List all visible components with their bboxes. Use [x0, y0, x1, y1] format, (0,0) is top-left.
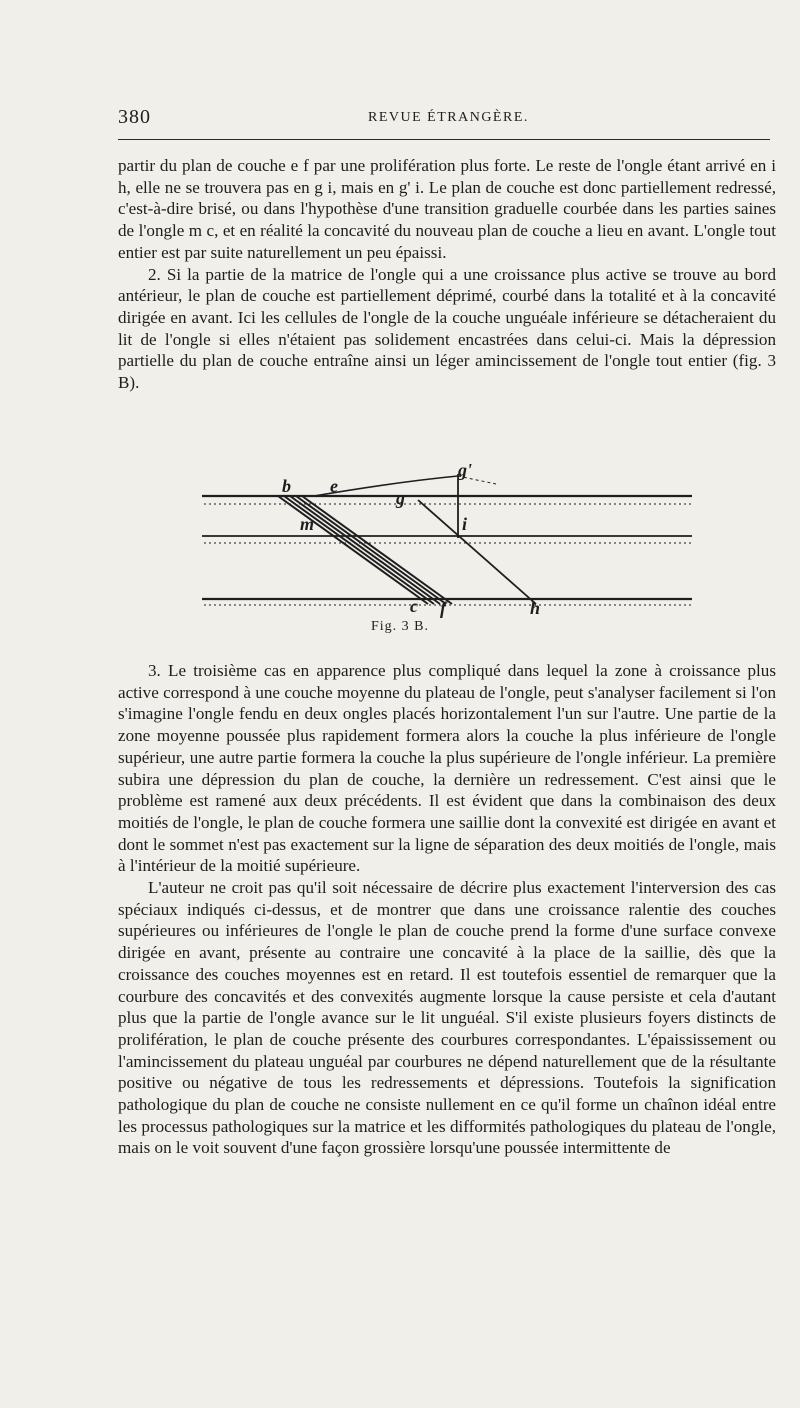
- figure-3b: [196, 454, 700, 624]
- header-rule: [118, 139, 770, 140]
- layer-plane-line: [296, 496, 446, 604]
- figure-label-b: b: [282, 476, 291, 496]
- page-number: 380: [118, 106, 151, 128]
- figure-label-m: m: [300, 514, 315, 534]
- figure-caption: Fig. 3 B.: [370, 619, 429, 634]
- paragraph: L'auteur ne croit pas qu'il soit nécessaire de décrire plus exactement l'interversion des cas spéciaux indiqués ci-dessus, et de montrer que dans une croissance ralentie des couches supérieures ou inférieures de l'ongle le plan de couche prend la forme d'une surface convexe dirigée en avant, présente au contraire une concavité à la place de la saillie, dès que la croissance des couches moyennes est en retard. Il est toutefois essentiel de remarquer que la courbure des concavités et des convexités augmente lorsque la cause persiste et cela d'autant plus que la partie de l'ongle avance sur le lit unguéal. S'il existe plusieurs foyers distincts de prolifération, le plan de couche présente des courbures correspondantes. L'épaississement ou l'amincissement du plateau unguéal par courbures ne dépend naturellement que de la résultante positive ou négative de tous les redressements et dépressions. Toutefois la signification pathologique du plan de couche ne consiste nullement en ce qu'il forme un chaînon idéal entre les processus pathologiques sur la matrice et les difformités pathologiques du plateau de l'ongle, mais on le voit souvent d'une façon grossière lorsqu'une poussée intermittente de: [118, 878, 776, 1158]
- text-block-top: [118, 155, 776, 394]
- figure-label-f: f: [440, 598, 446, 618]
- figure-label-h: h: [530, 598, 541, 618]
- paragraph: 2. Si la partie de la matrice de l'ongle qui a une croissance plus active se trouve au bord antérieur, le plan de couche est partiellement déprimé, courbé dans la totalité et à la concavité dirigée en avant. Ici les cellules de l'ongle de la couche unguéale inférieure se détacheraient du lit de l'ongle si elles n'étaient pas solidement encastrées dans celui-ci. Mais la dépression partielle du plan de couche entraîne ainsi un léger amincissement de l'ongle tout entier (fig. 3 B).: [118, 264, 776, 393]
- figure-label-g-prime: g': [458, 460, 473, 480]
- running-head: REVUE ÉTRANGÈRE.: [368, 110, 529, 125]
- layer-plane-line: [290, 496, 440, 604]
- figure-label-i: i: [462, 514, 468, 534]
- layer-plane-line: [278, 496, 428, 604]
- page-header: [118, 106, 768, 132]
- figure-label-c: c: [410, 596, 418, 616]
- figure-3b-drawing: [196, 454, 700, 624]
- paragraph: 3. Le troisième cas en apparence plus compliqué dans lequel la zone à croissance plus active correspond à une couche moyenne du plateau de l'ongle, peut s'analyser facilement si l'on s'imagine l'ongle fendu en deux ongles placés horizontalement l'un sur l'autre. Une partie de la zone moyenne poussée plus rapidement formera alors la couche la plus inférieure de l'ongle supérieur, une autre partie formera la couche la plus supérieure de l'ongle inférieur. La première subira une dépression du plan de couche, la dernière un redressement. C'est ainsi que le problème est ramené aux deux précédents. Il est évident que dans la combinaison des deux moitiés de l'ongle, le plan de couche formera une saillie dont la convexité est dirigée en avant et dont le sommet n'est pas exactement sur la ligne de séparation des deux moitiés de l'ongle, mais à l'intérieur de la moitié supérieure.: [118, 661, 776, 876]
- layer-plane-line: [302, 496, 452, 604]
- paragraph: partir du plan de couche e f par une prolifération plus forte. Le reste de l'ongle étant arrivé en i h, elle ne se trouvera pas en g i, mais en g' i. Le plan de couche est donc partiellement redressé, c'est-à-dire brisé, ou dans l'hypothèse d'une transition graduelle courbée dans les parties saines de l'ongle m c, et en réalité la concavité du nouveau plan de couche a lieu en avant. L'ongle tout entier est par suite naturellement un peu épaissi.: [118, 156, 776, 262]
- layer-plane-line: [284, 496, 434, 604]
- figure-label-e: e: [330, 476, 338, 496]
- text-block-bottom: [118, 660, 776, 1159]
- oblique-line-g-h: [418, 500, 536, 604]
- figure-label-g: g: [396, 488, 405, 508]
